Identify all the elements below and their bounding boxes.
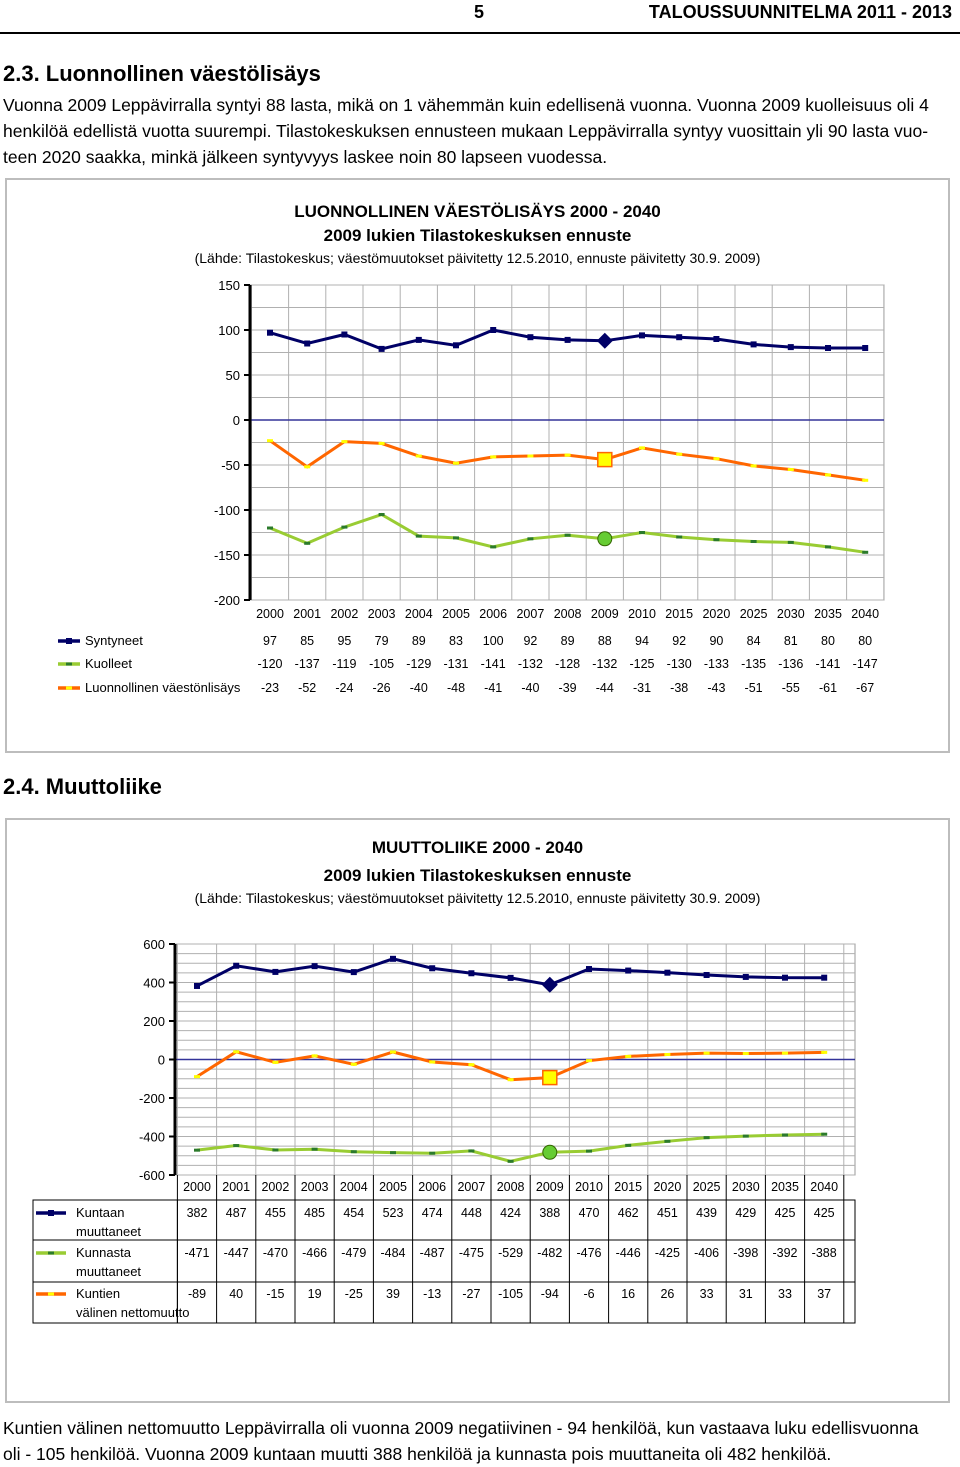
data-label: -466	[302, 1246, 328, 1260]
x-tick-label: 2006	[479, 607, 508, 621]
x-tick-label: 2007	[516, 607, 545, 621]
data-label: -129	[406, 657, 432, 671]
data-label: 470	[578, 1206, 600, 1220]
data-label: -131	[443, 657, 469, 671]
data-point	[704, 1052, 710, 1055]
data-point	[625, 1144, 631, 1147]
data-label: -44	[595, 681, 614, 695]
data-label: -529	[498, 1246, 524, 1260]
data-label: -398	[733, 1246, 759, 1260]
data-point	[390, 1050, 396, 1053]
data-point	[625, 968, 631, 974]
data-label: 90	[709, 634, 724, 648]
x-tick-label: 2000	[256, 607, 284, 621]
data-point	[468, 1063, 474, 1066]
data-label: -6	[583, 1287, 595, 1301]
data-label: -132	[592, 657, 618, 671]
data-label: 94	[635, 634, 649, 648]
legend-label: Kunnasta muuttaneet	[76, 1245, 142, 1279]
data-label: -27	[462, 1287, 481, 1301]
data-point	[272, 1148, 278, 1151]
data-label: -133	[703, 657, 729, 671]
data-label: 439	[696, 1206, 718, 1220]
x-tick-label: 2035	[814, 607, 842, 621]
data-label: -31	[632, 681, 652, 695]
data-label: 26	[660, 1287, 675, 1301]
x-tick-label: 2008	[496, 1180, 525, 1194]
data-label: -487	[419, 1246, 445, 1260]
data-label: 39	[386, 1287, 400, 1301]
data-label: -23	[260, 681, 280, 695]
data-point	[508, 975, 514, 981]
x-tick-label: 2020	[653, 1180, 682, 1194]
data-label: -52	[298, 681, 317, 695]
x-tick-label: 2010	[628, 607, 656, 621]
data-label: -13	[423, 1287, 442, 1301]
data-label: -388	[811, 1246, 837, 1260]
data-point	[351, 1150, 357, 1153]
x-tick-label: 2035	[771, 1180, 799, 1194]
data-label: -105	[498, 1287, 524, 1301]
x-tick-label: 2030	[731, 1180, 760, 1194]
x-tick-label: 2001	[293, 607, 322, 621]
paragraph-line: Kuntien välinen nettomuutto Leppävirralla oli vuonna 2009 negatiivinen - 94 henkilöä, kun vastaava luku edellisvuonna	[3, 1418, 919, 1438]
data-label: 33	[778, 1287, 792, 1301]
data-point	[782, 1052, 788, 1055]
data-label: 81	[783, 634, 798, 648]
x-tick-label: 2000	[183, 1180, 211, 1194]
data-point	[821, 1051, 827, 1054]
data-label: 95	[337, 634, 352, 648]
y-tick-label: -150	[213, 548, 240, 563]
data-point	[429, 1152, 435, 1155]
data-label: 424	[500, 1206, 522, 1220]
data-point	[429, 1061, 435, 1064]
data-point	[429, 965, 435, 971]
data-label: -447	[223, 1246, 249, 1260]
data-label: 425	[813, 1206, 835, 1220]
data-label: 79	[374, 634, 389, 648]
data-point	[312, 1148, 318, 1151]
paragraph-line: henkilöä edellistä vuotta suurempi. Tilastokeskuksen ennusteen mukaan Leppävirralla syntyy vuosittain yli 90 lasta vuo-	[3, 121, 929, 141]
data-label: -94	[540, 1287, 559, 1301]
data-label: -125	[629, 657, 655, 671]
legend-label: Kuntien välinen nettomuutto	[76, 1286, 190, 1320]
section-heading-natural-growth: 2.3. Luonnollinen väestölisäys	[3, 61, 321, 86]
legend-marker	[48, 1210, 54, 1216]
data-point	[390, 1151, 396, 1154]
data-point	[312, 1054, 318, 1057]
x-tick-label: 2006	[418, 1180, 447, 1194]
data-label: -43	[707, 681, 726, 695]
data-label: -482	[537, 1246, 563, 1260]
data-point	[743, 1052, 749, 1055]
data-label: -406	[694, 1246, 720, 1260]
data-label: -471	[184, 1246, 210, 1260]
legend-label: Luonnollinen väestönlisäys	[85, 680, 241, 695]
data-label: 454	[343, 1206, 365, 1220]
y-tick-label: 400	[143, 975, 165, 991]
data-label: 425	[774, 1206, 796, 1220]
y-tick-label: 0	[232, 413, 240, 428]
data-label: 485	[304, 1206, 326, 1220]
data-point	[468, 1149, 474, 1152]
data-point	[625, 1055, 631, 1058]
data-point	[821, 1133, 827, 1136]
data-label: -61	[818, 681, 838, 695]
x-tick-label: 2005	[442, 607, 470, 621]
data-point	[272, 969, 278, 975]
legend-label: Syntyneet	[85, 633, 143, 648]
legend-label: Kuolleet	[85, 656, 132, 671]
chart1-source: (Lähde: Tilastokeskus; väestömuutokset päivitetty 12.5.2010, ennuste päivitetty 30.9. 2009)	[194, 250, 761, 266]
data-label: 92	[672, 634, 687, 648]
data-point	[782, 975, 788, 981]
data-point	[233, 1050, 239, 1053]
data-label: -147	[852, 657, 878, 671]
data-point	[586, 1150, 592, 1153]
data-label: -38	[670, 681, 689, 695]
data-point	[233, 1144, 239, 1147]
data-label: -39	[558, 681, 577, 695]
y-tick-label: 50	[225, 368, 240, 383]
data-point	[508, 1160, 514, 1163]
data-point	[312, 963, 318, 969]
x-tick-label: 2009	[590, 607, 619, 621]
y-tick-label: 200	[143, 1014, 165, 1029]
data-label: 429	[735, 1206, 757, 1220]
data-label: -392	[772, 1246, 798, 1260]
data-point	[664, 1140, 670, 1143]
data-label: -26	[372, 681, 391, 695]
data-label: -479	[341, 1246, 367, 1260]
data-point	[194, 1075, 200, 1078]
x-tick-label: 2020	[702, 607, 731, 621]
x-tick-label: 2040	[851, 607, 880, 621]
data-point-highlight	[543, 1071, 557, 1085]
data-label: 84	[746, 634, 761, 648]
data-label: -41	[484, 681, 503, 695]
data-label: -24	[335, 681, 354, 695]
section-heading-migration: 2.4. Muuttoliike	[3, 774, 162, 799]
y-tick-label: -200	[138, 1091, 165, 1106]
x-tick-label: 2007	[457, 1180, 486, 1194]
data-label: 462	[617, 1206, 639, 1220]
data-label: -446	[615, 1246, 641, 1260]
y-tick-label: 0	[157, 1052, 165, 1068]
data-label: 37	[817, 1287, 832, 1301]
data-label: -476	[576, 1246, 602, 1260]
data-point	[704, 972, 710, 978]
y-tick-label: 100	[218, 323, 240, 338]
data-label: -40	[521, 681, 540, 695]
data-label: 19	[307, 1287, 322, 1301]
data-label: -425	[654, 1246, 680, 1260]
x-tick-label: 2008	[553, 607, 582, 621]
x-tick-label: 2002	[330, 607, 359, 621]
data-label: 388	[539, 1206, 561, 1220]
data-label: 80	[821, 634, 835, 648]
data-label: 448	[460, 1206, 482, 1220]
data-label: -135	[741, 657, 767, 671]
paragraph-line: oli - 105 henkilöä. Vuonna 2009 kuntaan muutti 388 henkilöä ja kunnasta pois muuttaneita oli 482 henkilöä.	[3, 1444, 832, 1464]
data-point	[351, 1063, 357, 1066]
y-tick-label: 150	[218, 278, 240, 293]
data-point	[233, 963, 239, 969]
x-tick-label: 2009	[535, 1180, 564, 1194]
data-point	[664, 1053, 670, 1056]
data-label: 83	[449, 634, 463, 648]
data-label: 31	[738, 1287, 753, 1301]
data-label: 88	[597, 634, 612, 648]
data-label: -67	[856, 681, 875, 695]
y-tick-label: -600	[138, 1168, 165, 1183]
data-point	[586, 966, 592, 972]
data-label: 85	[300, 634, 315, 648]
data-label: 487	[225, 1206, 247, 1220]
data-point	[194, 983, 200, 989]
x-tick-label: 2030	[776, 607, 805, 621]
data-point	[782, 1133, 788, 1136]
data-point	[508, 1078, 514, 1081]
x-tick-label: 2025	[739, 607, 768, 621]
data-label: -25	[344, 1287, 363, 1301]
data-label: -130	[666, 657, 692, 671]
data-label: -141	[815, 657, 841, 671]
data-label: 523	[382, 1206, 404, 1220]
data-label: 33	[699, 1287, 714, 1301]
data-label: -48	[446, 681, 466, 695]
chart1-subtitle: 2009 lukien Tilastokeskuksen ennuste	[323, 226, 632, 245]
data-label: 92	[523, 634, 538, 648]
chart2-source: (Lähde: Tilastokeskus; väestömuutokset päivitetty 12.5.2010, ennuste päivitetty 30.9. 2009)	[194, 890, 761, 906]
data-label: 80	[858, 634, 873, 648]
data-point	[704, 1136, 710, 1139]
x-tick-label: 2010	[575, 1180, 603, 1194]
x-tick-label: 2040	[810, 1180, 839, 1194]
data-label: 97	[263, 634, 277, 648]
x-tick-label: 2003	[367, 607, 396, 621]
x-tick-label: 2004	[404, 607, 433, 621]
data-label: -15	[266, 1287, 285, 1301]
data-label: -40	[409, 681, 428, 695]
data-label: -132	[517, 657, 543, 671]
data-label: -128	[555, 657, 581, 671]
data-label: 382	[186, 1206, 208, 1220]
data-label: -141	[480, 657, 506, 671]
x-tick-label: 2015	[614, 1180, 643, 1194]
y-tick-label: -200	[213, 593, 240, 608]
legend-marker	[48, 1252, 54, 1255]
data-point	[664, 970, 670, 976]
y-tick-label: -50	[221, 458, 240, 473]
legend-marker	[48, 1293, 54, 1296]
data-label: -119	[332, 657, 357, 671]
page-number: 5	[474, 2, 485, 22]
legend-label: Kuntaan muuttaneet	[76, 1205, 142, 1239]
data-label: 89	[560, 634, 575, 648]
data-label: 16	[621, 1287, 636, 1301]
x-tick-label: 2003	[300, 1180, 329, 1194]
x-tick-label: 2004	[339, 1180, 368, 1194]
paragraph-line: teen 2020 saakka, minkä jälkeen syntyvyys laskee noin 80 lapseen vuodessa.	[3, 147, 608, 167]
x-tick-label: 2001	[222, 1180, 251, 1194]
data-point	[351, 969, 357, 975]
data-point	[468, 970, 474, 976]
data-label: -137	[294, 657, 320, 671]
data-point	[272, 1061, 278, 1064]
data-label: -105	[369, 657, 395, 671]
data-label: -484	[380, 1246, 406, 1260]
data-label: 89	[411, 634, 426, 648]
data-label: 100	[482, 634, 504, 648]
data-point	[390, 956, 396, 962]
data-label: -51	[744, 681, 763, 695]
document-title: TALOUSSUUNNITELMA 2011 - 2013	[648, 2, 952, 22]
data-point	[743, 1135, 749, 1138]
x-tick-label: 2025	[692, 1180, 721, 1194]
data-label: 455	[264, 1206, 286, 1220]
x-tick-label: 2002	[261, 1180, 290, 1194]
chart1-title: LUONNOLLINEN VÄESTÖLISÄYS 2000 - 2040	[294, 202, 661, 221]
data-point	[743, 974, 749, 980]
data-label: -120	[257, 657, 283, 671]
data-point	[821, 975, 827, 981]
x-tick-label: 2015	[665, 607, 694, 621]
y-tick-label: -100	[213, 503, 240, 518]
data-label: -55	[781, 681, 800, 695]
data-label: -89	[187, 1287, 207, 1301]
data-point	[586, 1059, 592, 1062]
data-point	[194, 1149, 200, 1152]
footer-paragraph	[3, 1415, 953, 1467]
data-label: 40	[229, 1287, 244, 1301]
data-label: 451	[656, 1206, 678, 1220]
data-label: 474	[421, 1206, 443, 1220]
data-label: -470	[262, 1246, 288, 1260]
y-tick-label: 600	[143, 937, 165, 952]
data-label: -475	[458, 1246, 484, 1260]
chart2-subtitle: 2009 lukien Tilastokeskuksen ennuste	[323, 866, 632, 885]
data-point-highlight	[543, 1145, 557, 1159]
y-tick-label: -400	[138, 1129, 165, 1145]
data-label: -136	[778, 657, 804, 671]
x-tick-label: 2005	[379, 1180, 407, 1194]
paragraph-line: Vuonna 2009 Leppävirralla syntyi 88 lasta, mikä on 1 vähemmän kuin edellisenä vuonna. Vuonna 2009 kuolleisuus oli 4	[3, 95, 929, 115]
chart2-title: MUUTTOLIIKE 2000 - 2040	[371, 838, 584, 857]
